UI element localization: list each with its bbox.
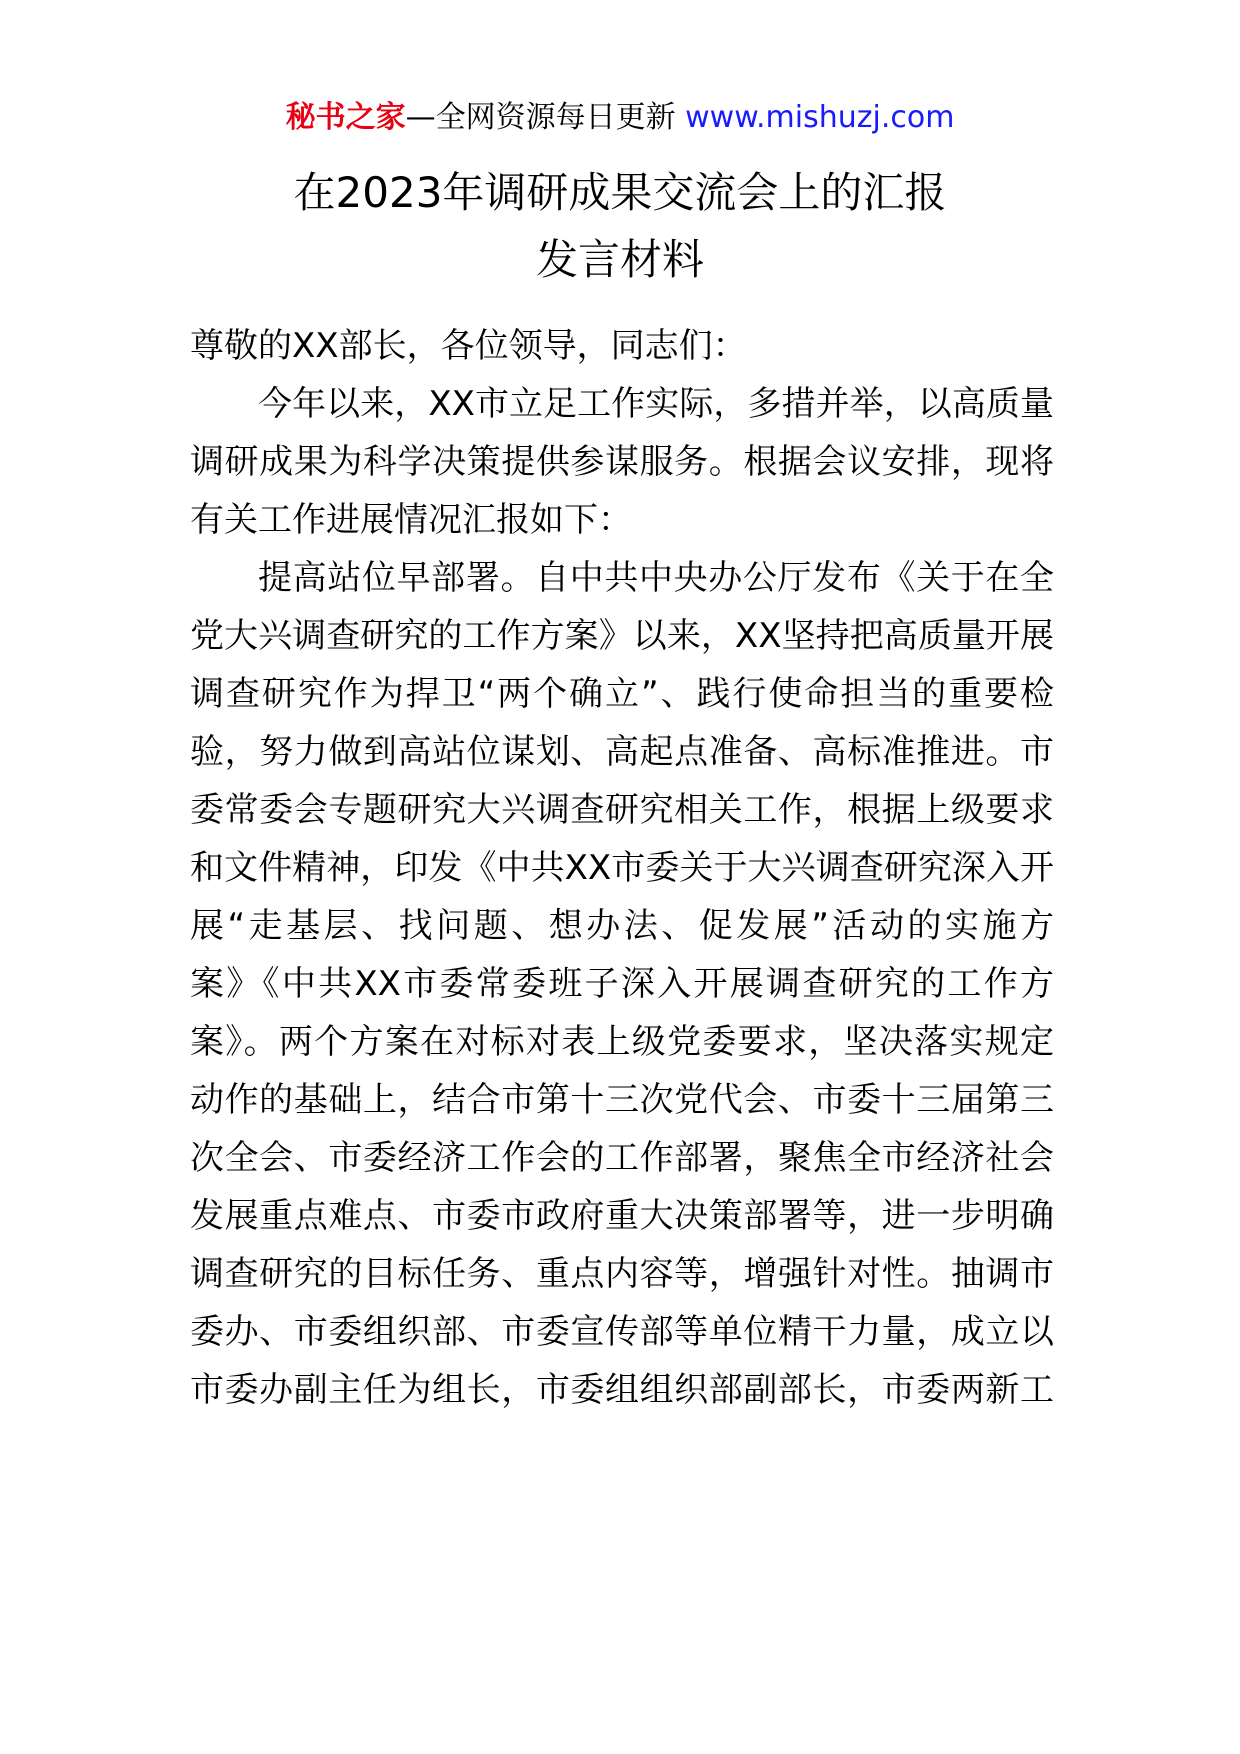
body-line: 调查研究的目标任务、重点内容等，增强针对性。抽调市: [190, 1254, 1054, 1294]
body-line: 次全会、市委经济工作会的工作部署，聚焦全市经济社会: [190, 1138, 1054, 1178]
body-line: 和文件精神，印发《中共XX市委关于大兴调查研究深入开: [190, 848, 1054, 888]
body-line: 党大兴调查研究的工作方案》以来，XX坚持把高质量开展: [190, 616, 1054, 656]
body-line: 市委办副主任为组长，市委组组织部副部长，市委两新工: [190, 1370, 1054, 1410]
body-line: 委常委会专题研究大兴调查研究相关工作，根据上级要求: [190, 790, 1054, 830]
document-title-line-2: 发言材料: [535, 235, 704, 284]
body-line: 调研成果为科学决策提供参谋服务。根据会议安排，现将: [190, 442, 1054, 482]
body-line: 发展重点难点、市委市政府重大决策部署等，进一步明确: [190, 1196, 1054, 1236]
body-line: 展“走基层、找问题、想办法、促发展”活动的实施方: [190, 906, 1054, 946]
header-tagline: —全网资源每日更新: [405, 100, 676, 135]
site-header: [0, 98, 1240, 138]
body-line: 动作的基础上，结合市第十三次党代会、市委十三届第三: [190, 1080, 1054, 1120]
salutation: 尊敬的XX部长，各位领导，同志们：: [190, 326, 747, 366]
body-line: 委办、市委组织部、市委宣传部等单位精干力量，成立以: [190, 1312, 1054, 1352]
body-line: 案》《中共XX市委常委班子深入开展调查研究的工作方: [190, 964, 1054, 1004]
body-line: 今年以来，XX市立足工作实际，多措并举，以高质量: [258, 384, 1054, 424]
body-line: 调查研究作为捍卫“两个确立”、践行使命担当的重要检: [190, 674, 1054, 714]
body-line: 案》。两个方案在对标对表上级党委要求，坚决落实规定: [190, 1022, 1054, 1062]
site-url: www.mishuzj.com: [685, 100, 955, 135]
body-line: 提高站位早部署。自中共中央办公厅发布《关于在全: [258, 558, 1054, 598]
document-title-line-1: 在2023年调研成果交流会上的汇报: [293, 168, 947, 217]
brand-name: 秘书之家: [285, 100, 406, 135]
body-line: 有关工作进展情况汇报如下：: [190, 500, 632, 540]
body-line: 验，努力做到高站位谋划、高起点准备、高标准推进。市: [190, 732, 1054, 772]
